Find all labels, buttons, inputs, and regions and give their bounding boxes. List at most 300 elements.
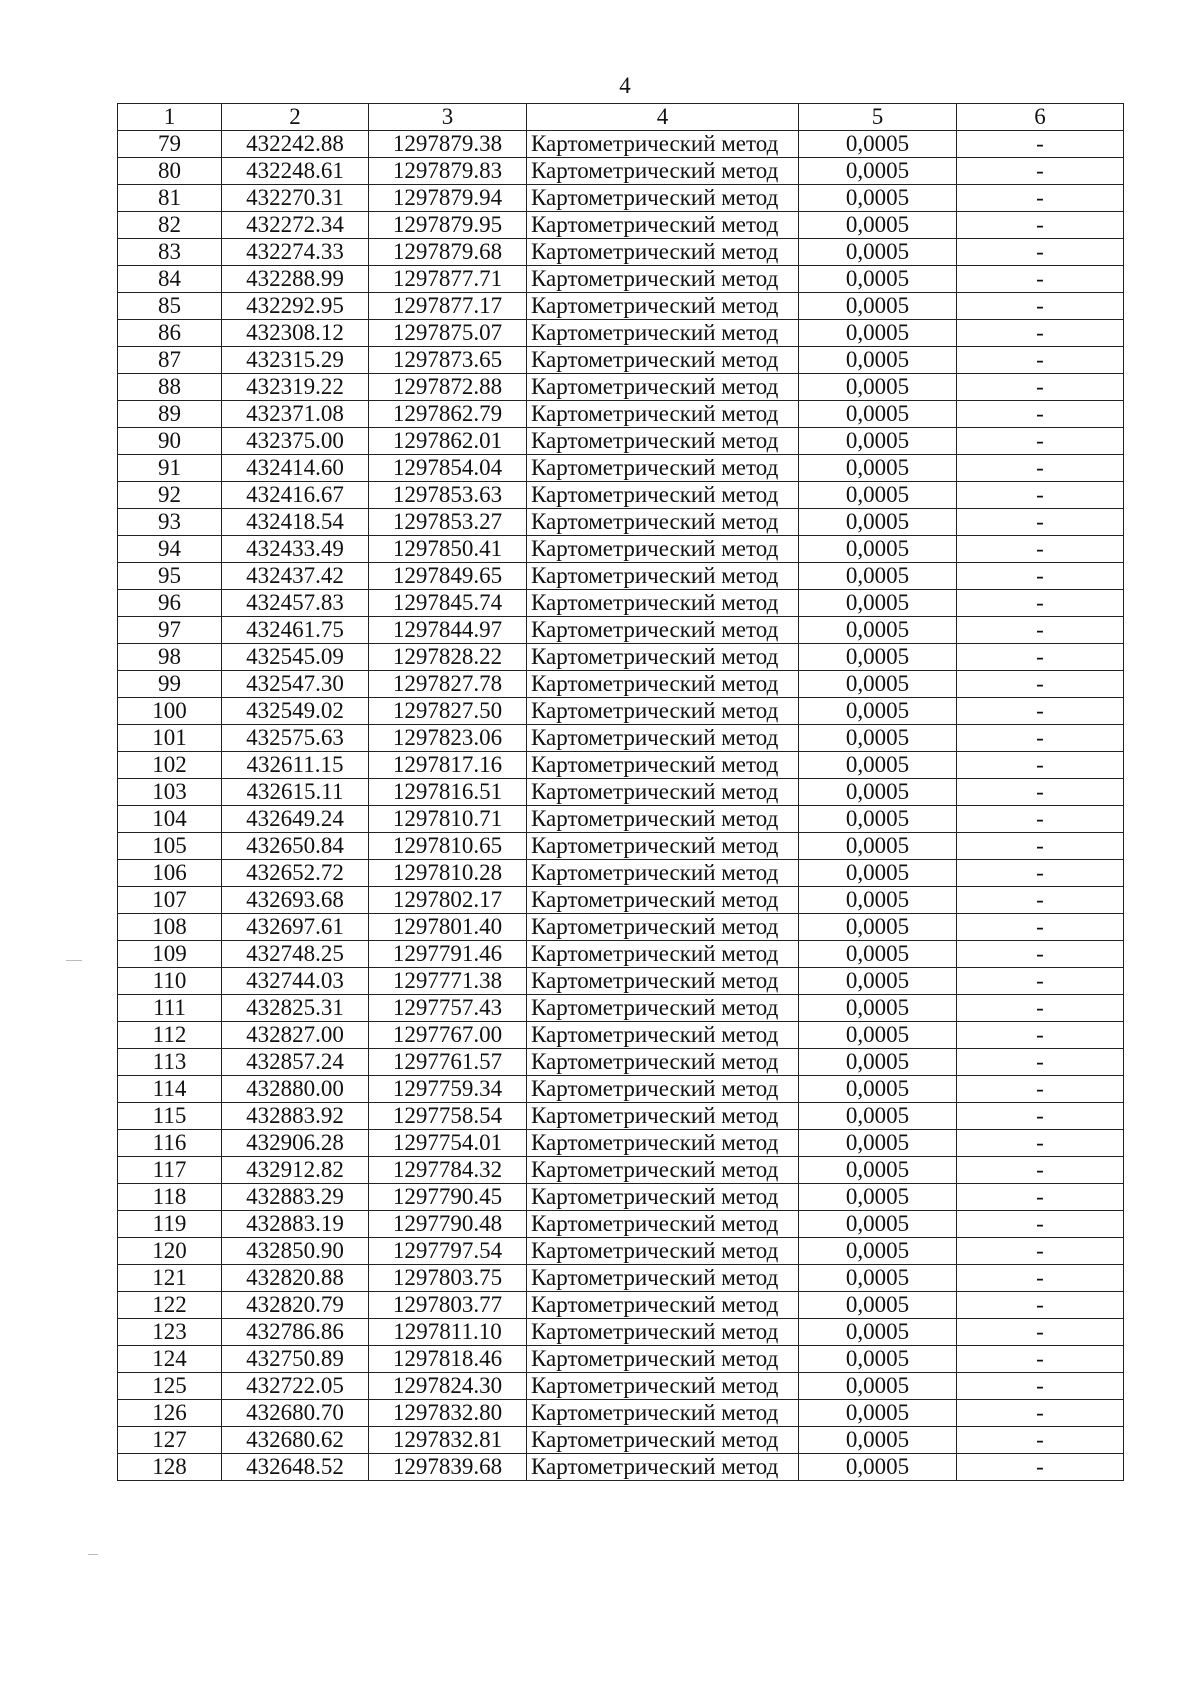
point-number-cell: 95 [118, 563, 222, 590]
point-number-cell: 110 [118, 968, 222, 995]
table-row [118, 671, 1124, 698]
page-number: 4 [619, 73, 631, 98]
accuracy-cell: 0,0005 [799, 374, 957, 401]
header-cell: 4 [527, 104, 799, 131]
description-cell: - [957, 725, 1124, 752]
method-cell: Картометрический метод [527, 590, 799, 617]
accuracy-cell: 0,0005 [799, 1292, 957, 1319]
table-row [118, 1049, 1124, 1076]
point-number-cell: 105 [118, 833, 222, 860]
method-cell: Картометрический метод [527, 563, 799, 590]
description-cell: - [957, 1454, 1124, 1481]
table-row [118, 374, 1124, 401]
x-coordinate-cell: 432825.31 [222, 995, 369, 1022]
x-coordinate-cell: 432649.24 [222, 806, 369, 833]
x-coordinate-cell: 432274.33 [222, 239, 369, 266]
accuracy-cell: 0,0005 [799, 158, 957, 185]
accuracy-cell: 0,0005 [799, 1022, 957, 1049]
accuracy-cell: 0,0005 [799, 1184, 957, 1211]
accuracy-cell: 0,0005 [799, 725, 957, 752]
x-coordinate-cell: 432418.54 [222, 509, 369, 536]
x-coordinate-cell: 432457.83 [222, 590, 369, 617]
method-cell: Картометрический метод [527, 725, 799, 752]
description-cell: - [957, 1130, 1124, 1157]
description-cell: - [957, 617, 1124, 644]
description-cell: - [957, 293, 1124, 320]
description-cell: - [957, 374, 1124, 401]
table-row [118, 239, 1124, 266]
description-cell: - [957, 779, 1124, 806]
method-cell: Картометрический метод [527, 158, 799, 185]
accuracy-cell: 0,0005 [799, 455, 957, 482]
method-cell: Картометрический метод [527, 1454, 799, 1481]
accuracy-cell: 0,0005 [799, 644, 957, 671]
table-row [118, 131, 1124, 158]
accuracy-cell: 0,0005 [799, 293, 957, 320]
description-cell: - [957, 968, 1124, 995]
y-coordinate-cell: 1297879.38 [369, 131, 527, 158]
accuracy-cell: 0,0005 [799, 536, 957, 563]
y-coordinate-cell: 1297767.00 [369, 1022, 527, 1049]
description-cell: - [957, 455, 1124, 482]
table-row [118, 1454, 1124, 1481]
point-number-cell: 91 [118, 455, 222, 482]
point-number-cell: 126 [118, 1400, 222, 1427]
table-row [118, 860, 1124, 887]
accuracy-cell: 0,0005 [799, 617, 957, 644]
point-number-cell: 123 [118, 1319, 222, 1346]
table-row [118, 1103, 1124, 1130]
point-number-cell: 84 [118, 266, 222, 293]
point-number-cell: 80 [118, 158, 222, 185]
point-number-cell: 83 [118, 239, 222, 266]
table-row [118, 536, 1124, 563]
method-cell: Картометрический метод [527, 698, 799, 725]
point-number-cell: 113 [118, 1049, 222, 1076]
accuracy-cell: 0,0005 [799, 1427, 957, 1454]
description-cell: - [957, 914, 1124, 941]
description-cell: - [957, 698, 1124, 725]
point-number-cell: 92 [118, 482, 222, 509]
point-number-cell: 99 [118, 671, 222, 698]
method-cell: Картометрический метод [527, 806, 799, 833]
table-row [118, 428, 1124, 455]
accuracy-cell: 0,0005 [799, 1373, 957, 1400]
y-coordinate-cell: 1297816.51 [369, 779, 527, 806]
accuracy-cell: 0,0005 [799, 1319, 957, 1346]
table-row [118, 212, 1124, 239]
description-cell: - [957, 266, 1124, 293]
table-row [118, 347, 1124, 374]
accuracy-cell: 0,0005 [799, 1454, 957, 1481]
point-number-cell: 86 [118, 320, 222, 347]
x-coordinate-cell: 432883.92 [222, 1103, 369, 1130]
method-cell: Картометрический метод [527, 1400, 799, 1427]
x-coordinate-cell: 432652.72 [222, 860, 369, 887]
y-coordinate-cell: 1297810.65 [369, 833, 527, 860]
description-cell: - [957, 806, 1124, 833]
coordinates-table [117, 103, 1124, 1481]
x-coordinate-cell: 432549.02 [222, 698, 369, 725]
method-cell: Картометрический метод [527, 266, 799, 293]
method-cell: Картометрический метод [527, 1022, 799, 1049]
method-cell: Картометрический метод [527, 1130, 799, 1157]
table-row [118, 833, 1124, 860]
y-coordinate-cell: 1297875.07 [369, 320, 527, 347]
table-row [118, 1022, 1124, 1049]
y-coordinate-cell: 1297817.16 [369, 752, 527, 779]
x-coordinate-cell: 432648.52 [222, 1454, 369, 1481]
point-number-cell: 111 [118, 995, 222, 1022]
x-coordinate-cell: 432575.63 [222, 725, 369, 752]
method-cell: Картометрический метод [527, 1265, 799, 1292]
table-row [118, 914, 1124, 941]
y-coordinate-cell: 1297810.28 [369, 860, 527, 887]
table-row [118, 482, 1124, 509]
description-cell: - [957, 833, 1124, 860]
accuracy-cell: 0,0005 [799, 509, 957, 536]
x-coordinate-cell: 432416.67 [222, 482, 369, 509]
method-cell: Картометрический метод [527, 1157, 799, 1184]
table-row [118, 455, 1124, 482]
x-coordinate-cell: 432371.08 [222, 401, 369, 428]
point-number-cell: 120 [118, 1238, 222, 1265]
method-cell: Картометрический метод [527, 401, 799, 428]
description-cell: - [957, 1103, 1124, 1130]
description-cell: - [957, 536, 1124, 563]
method-cell: Картометрический метод [527, 239, 799, 266]
accuracy-cell: 0,0005 [799, 995, 957, 1022]
scan-mark [88, 1554, 98, 1555]
point-number-cell: 90 [118, 428, 222, 455]
table-row [118, 185, 1124, 212]
table-row [118, 1211, 1124, 1238]
table-row [118, 968, 1124, 995]
point-number-cell: 128 [118, 1454, 222, 1481]
accuracy-cell: 0,0005 [799, 1238, 957, 1265]
accuracy-cell: 0,0005 [799, 1103, 957, 1130]
x-coordinate-cell: 432242.88 [222, 131, 369, 158]
table-row [118, 1292, 1124, 1319]
method-cell: Картометрический метод [527, 1373, 799, 1400]
table-row [118, 995, 1124, 1022]
x-coordinate-cell: 432750.89 [222, 1346, 369, 1373]
y-coordinate-cell: 1297862.01 [369, 428, 527, 455]
method-cell: Картометрический метод [527, 752, 799, 779]
x-coordinate-cell: 432437.42 [222, 563, 369, 590]
point-number-cell: 115 [118, 1103, 222, 1130]
x-coordinate-cell: 432315.29 [222, 347, 369, 374]
point-number-cell: 100 [118, 698, 222, 725]
x-coordinate-cell: 432680.70 [222, 1400, 369, 1427]
y-coordinate-cell: 1297791.46 [369, 941, 527, 968]
description-cell: - [957, 1238, 1124, 1265]
point-number-cell: 101 [118, 725, 222, 752]
accuracy-cell: 0,0005 [799, 347, 957, 374]
table-row [118, 1400, 1124, 1427]
table-row [118, 1130, 1124, 1157]
table-row [118, 779, 1124, 806]
method-cell: Картометрический метод [527, 968, 799, 995]
point-number-cell: 98 [118, 644, 222, 671]
point-number-cell: 109 [118, 941, 222, 968]
x-coordinate-cell: 432680.62 [222, 1427, 369, 1454]
description-cell: - [957, 1049, 1124, 1076]
accuracy-cell: 0,0005 [799, 671, 957, 698]
accuracy-cell: 0,0005 [799, 1130, 957, 1157]
y-coordinate-cell: 1297879.83 [369, 158, 527, 185]
description-cell: - [957, 563, 1124, 590]
method-cell: Картометрический метод [527, 320, 799, 347]
method-cell: Картометрический метод [527, 536, 799, 563]
description-cell: - [957, 1157, 1124, 1184]
y-coordinate-cell: 1297877.17 [369, 293, 527, 320]
description-cell: - [957, 887, 1124, 914]
method-cell: Картометрический метод [527, 941, 799, 968]
x-coordinate-cell: 432270.31 [222, 185, 369, 212]
y-coordinate-cell: 1297832.80 [369, 1400, 527, 1427]
x-coordinate-cell: 432744.03 [222, 968, 369, 995]
x-coordinate-cell: 432414.60 [222, 455, 369, 482]
table-row [118, 698, 1124, 725]
description-cell: - [957, 1076, 1124, 1103]
table-row [118, 887, 1124, 914]
header-cell: 3 [369, 104, 527, 131]
method-cell: Картометрический метод [527, 428, 799, 455]
table-row [118, 1319, 1124, 1346]
method-cell: Картометрический метод [527, 1238, 799, 1265]
accuracy-cell: 0,0005 [799, 1265, 957, 1292]
accuracy-cell: 0,0005 [799, 1076, 957, 1103]
description-cell: - [957, 644, 1124, 671]
x-coordinate-cell: 432820.79 [222, 1292, 369, 1319]
x-coordinate-cell: 432292.95 [222, 293, 369, 320]
description-cell: - [957, 320, 1124, 347]
method-cell: Картометрический метод [527, 1103, 799, 1130]
method-cell: Картометрический метод [527, 1346, 799, 1373]
x-coordinate-cell: 432288.99 [222, 266, 369, 293]
table-body [118, 104, 1124, 1481]
x-coordinate-cell: 432880.00 [222, 1076, 369, 1103]
table-row [118, 1238, 1124, 1265]
method-cell: Картометрический метод [527, 1211, 799, 1238]
description-cell: - [957, 185, 1124, 212]
description-cell: - [957, 1319, 1124, 1346]
description-cell: - [957, 1184, 1124, 1211]
y-coordinate-cell: 1297832.81 [369, 1427, 527, 1454]
x-coordinate-cell: 432272.34 [222, 212, 369, 239]
table-row [118, 590, 1124, 617]
x-coordinate-cell: 432857.24 [222, 1049, 369, 1076]
method-cell: Картометрический метод [527, 887, 799, 914]
table-row [118, 806, 1124, 833]
y-coordinate-cell: 1297824.30 [369, 1373, 527, 1400]
scan-mark [66, 960, 82, 961]
method-cell: Картометрический метод [527, 1427, 799, 1454]
x-coordinate-cell: 432693.68 [222, 887, 369, 914]
x-coordinate-cell: 432308.12 [222, 320, 369, 347]
point-number-cell: 117 [118, 1157, 222, 1184]
y-coordinate-cell: 1297854.04 [369, 455, 527, 482]
method-cell: Картометрический метод [527, 1319, 799, 1346]
y-coordinate-cell: 1297872.88 [369, 374, 527, 401]
point-number-cell: 88 [118, 374, 222, 401]
description-cell: - [957, 1346, 1124, 1373]
y-coordinate-cell: 1297879.94 [369, 185, 527, 212]
description-cell: - [957, 347, 1124, 374]
method-cell: Картометрический метод [527, 482, 799, 509]
point-number-cell: 106 [118, 860, 222, 887]
y-coordinate-cell: 1297877.71 [369, 266, 527, 293]
method-cell: Картометрический метод [527, 212, 799, 239]
description-cell: - [957, 1265, 1124, 1292]
description-cell: - [957, 1022, 1124, 1049]
accuracy-cell: 0,0005 [799, 1400, 957, 1427]
point-number-cell: 96 [118, 590, 222, 617]
point-number-cell: 122 [118, 1292, 222, 1319]
y-coordinate-cell: 1297757.43 [369, 995, 527, 1022]
accuracy-cell: 0,0005 [799, 185, 957, 212]
accuracy-cell: 0,0005 [799, 1211, 957, 1238]
method-cell: Картометрический метод [527, 914, 799, 941]
accuracy-cell: 0,0005 [799, 1157, 957, 1184]
header-row [118, 104, 1124, 131]
table-row [118, 1157, 1124, 1184]
table-row [118, 563, 1124, 590]
point-number-cell: 85 [118, 293, 222, 320]
point-number-cell: 87 [118, 347, 222, 374]
point-number-cell: 81 [118, 185, 222, 212]
y-coordinate-cell: 1297828.22 [369, 644, 527, 671]
description-cell: - [957, 752, 1124, 779]
description-cell: - [957, 1373, 1124, 1400]
accuracy-cell: 0,0005 [799, 212, 957, 239]
accuracy-cell: 0,0005 [799, 563, 957, 590]
description-cell: - [957, 1427, 1124, 1454]
accuracy-cell: 0,0005 [799, 968, 957, 995]
y-coordinate-cell: 1297754.01 [369, 1130, 527, 1157]
table-row [118, 617, 1124, 644]
y-coordinate-cell: 1297801.40 [369, 914, 527, 941]
header-cell: 1 [118, 104, 222, 131]
y-coordinate-cell: 1297771.38 [369, 968, 527, 995]
table-row [118, 941, 1124, 968]
description-cell: - [957, 509, 1124, 536]
accuracy-cell: 0,0005 [799, 239, 957, 266]
x-coordinate-cell: 432786.86 [222, 1319, 369, 1346]
accuracy-cell: 0,0005 [799, 806, 957, 833]
description-cell: - [957, 212, 1124, 239]
x-coordinate-cell: 432611.15 [222, 752, 369, 779]
accuracy-cell: 0,0005 [799, 833, 957, 860]
y-coordinate-cell: 1297790.48 [369, 1211, 527, 1238]
x-coordinate-cell: 432248.61 [222, 158, 369, 185]
table-row [118, 158, 1124, 185]
method-cell: Картометрический метод [527, 131, 799, 158]
accuracy-cell: 0,0005 [799, 266, 957, 293]
header-cell: 5 [799, 104, 957, 131]
description-cell: - [957, 158, 1124, 185]
x-coordinate-cell: 432883.29 [222, 1184, 369, 1211]
table-row [118, 644, 1124, 671]
accuracy-cell: 0,0005 [799, 131, 957, 158]
y-coordinate-cell: 1297853.27 [369, 509, 527, 536]
y-coordinate-cell: 1297853.63 [369, 482, 527, 509]
description-cell: - [957, 590, 1124, 617]
x-coordinate-cell: 432722.05 [222, 1373, 369, 1400]
table-row [118, 1373, 1124, 1400]
method-cell: Картометрический метод [527, 293, 799, 320]
table-row [118, 1076, 1124, 1103]
x-coordinate-cell: 432912.82 [222, 1157, 369, 1184]
point-number-cell: 97 [118, 617, 222, 644]
description-cell: - [957, 671, 1124, 698]
description-cell: - [957, 1211, 1124, 1238]
method-cell: Картометрический метод [527, 995, 799, 1022]
x-coordinate-cell: 432375.00 [222, 428, 369, 455]
point-number-cell: 79 [118, 131, 222, 158]
point-number-cell: 124 [118, 1346, 222, 1373]
accuracy-cell: 0,0005 [799, 1346, 957, 1373]
table-row [118, 401, 1124, 428]
table-row [118, 293, 1124, 320]
method-cell: Картометрический метод [527, 185, 799, 212]
table-row [118, 752, 1124, 779]
point-number-cell: 125 [118, 1373, 222, 1400]
point-number-cell: 82 [118, 212, 222, 239]
x-coordinate-cell: 432697.61 [222, 914, 369, 941]
y-coordinate-cell: 1297759.34 [369, 1076, 527, 1103]
accuracy-cell: 0,0005 [799, 698, 957, 725]
y-coordinate-cell: 1297879.95 [369, 212, 527, 239]
table-row [118, 1346, 1124, 1373]
y-coordinate-cell: 1297810.71 [369, 806, 527, 833]
x-coordinate-cell: 432461.75 [222, 617, 369, 644]
y-coordinate-cell: 1297797.54 [369, 1238, 527, 1265]
description-cell: - [957, 131, 1124, 158]
point-number-cell: 102 [118, 752, 222, 779]
point-number-cell: 121 [118, 1265, 222, 1292]
method-cell: Картометрический метод [527, 374, 799, 401]
x-coordinate-cell: 432883.19 [222, 1211, 369, 1238]
y-coordinate-cell: 1297758.54 [369, 1103, 527, 1130]
table-row [118, 266, 1124, 293]
description-cell: - [957, 482, 1124, 509]
x-coordinate-cell: 432820.88 [222, 1265, 369, 1292]
x-coordinate-cell: 432545.09 [222, 644, 369, 671]
method-cell: Картометрический метод [527, 1184, 799, 1211]
accuracy-cell: 0,0005 [799, 482, 957, 509]
method-cell: Картометрический метод [527, 455, 799, 482]
y-coordinate-cell: 1297839.68 [369, 1454, 527, 1481]
x-coordinate-cell: 432748.25 [222, 941, 369, 968]
accuracy-cell: 0,0005 [799, 860, 957, 887]
accuracy-cell: 0,0005 [799, 752, 957, 779]
point-number-cell: 93 [118, 509, 222, 536]
y-coordinate-cell: 1297761.57 [369, 1049, 527, 1076]
point-number-cell: 108 [118, 914, 222, 941]
accuracy-cell: 0,0005 [799, 887, 957, 914]
y-coordinate-cell: 1297818.46 [369, 1346, 527, 1373]
table-row [118, 1184, 1124, 1211]
x-coordinate-cell: 432433.49 [222, 536, 369, 563]
y-coordinate-cell: 1297844.97 [369, 617, 527, 644]
x-coordinate-cell: 432850.90 [222, 1238, 369, 1265]
accuracy-cell: 0,0005 [799, 320, 957, 347]
y-coordinate-cell: 1297850.41 [369, 536, 527, 563]
y-coordinate-cell: 1297802.17 [369, 887, 527, 914]
point-number-cell: 114 [118, 1076, 222, 1103]
